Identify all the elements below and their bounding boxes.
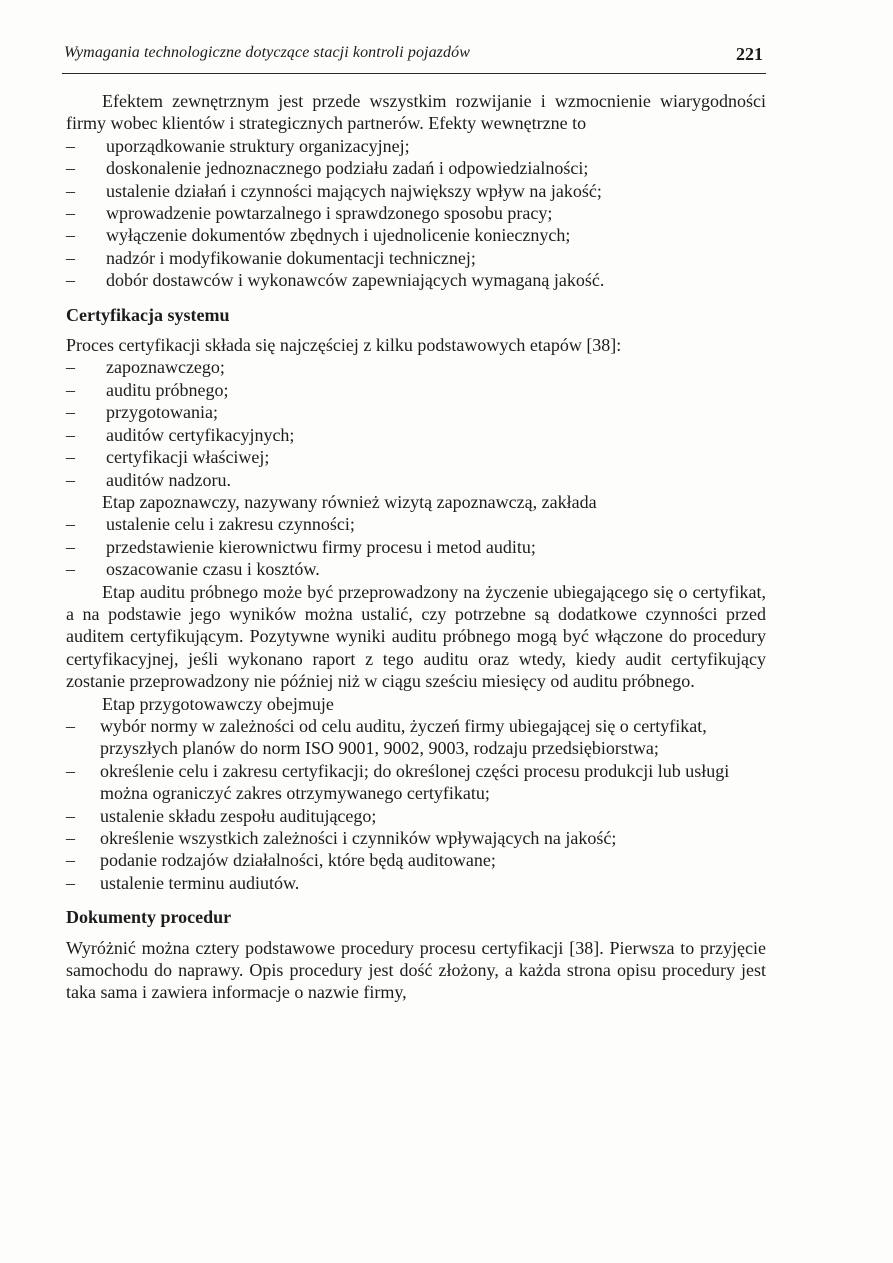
procedures-paragraph: Wyróżnić można cztery podstawowe procedury procesu certyfikacji [38]. Pierwsza to przyjęcie samochodu do naprawy. Opis procedury jest dość złożony, a każda strona opisu procedury jest taka sama i zawiera informacje o nazwie firmy, <box>66 937 766 1003</box>
list-item: – podanie rodzajów działalności, które będą auditowane; <box>66 849 766 871</box>
stage2-paragraph: Etap auditu próbnego może być przeprowadzony na życzenie ubiegającego się o certyfikat, a na podstawie jego wyników można ustalić, czy potrzebne są dodatkowe czynności przed auditem certyfikującym. Pozytywne wyniki auditu próbnego mogą być włączone do procedury certyfikacyjnej, jeśli wykonano raport z tego auditu oraz wtedy, kiedy audit certyfikujący zostanie przeprowadzony nie później niż w ciągu sześciu miesięcy od auditu próbnego. <box>66 581 766 692</box>
list-item: – określenie celu i zakresu certyfikacji; do określonej części procesu produkcji lub usługi można ograniczyć zakres otrzymywanego certyfikatu; <box>66 760 766 805</box>
page-number: 221 <box>736 44 763 64</box>
list-item: – przedstawienie kierownictwu firmy procesu i metod auditu; <box>66 536 766 558</box>
section-heading-certification: Certyfikacja systemu <box>66 304 230 325</box>
list-item: – dobór dostawców i wykonawców zapewniających wymaganą jakość. <box>66 269 766 291</box>
page-body <box>66 90 766 1004</box>
list-item: – zapoznawczego; <box>66 356 766 378</box>
list-item: – ustalenie składu zespołu auditującego; <box>66 805 766 827</box>
stage1-intro: Etap zapoznawczy, nazywany również wizytą zapoznawczą, zakłada <box>102 491 597 512</box>
stage3-list <box>66 715 766 894</box>
header-rule <box>62 73 766 74</box>
running-header-title: Wymagania technologiczne dotyczące stacji kontroli pojazdów <box>64 44 470 61</box>
certification-intro-paragraph: Proces certyfikacji składa się najczęściej z kilku podstawowych etapów [38]: <box>66 335 622 356</box>
list-item: – nadzór i modyfikowanie dokumentacji technicznej; <box>66 247 766 269</box>
stage1-list <box>66 513 766 580</box>
list-item: – ustalenie działań i czynności mających największy wpływ na jakość; <box>66 180 766 202</box>
list-item: – auditów certyfikacyjnych; <box>66 424 766 446</box>
list-item: – przygotowania; <box>66 401 766 423</box>
list-item: – wybór normy w zależności od celu auditu, życzeń firmy ubiegającej się o certyfikat, przyszłych planów do norm ISO 9001, 9002, 9003, rodzaju przedsiębiorstwa; <box>66 715 766 760</box>
list-item: – oszacowanie czasu i kosztów. <box>66 558 766 580</box>
internal-effects-list <box>66 135 766 292</box>
list-item: – auditu próbnego; <box>66 379 766 401</box>
intro-paragraph: Efektem zewnętrznym jest przede wszystkim rozwijanie i wzmocnienie wiarygodności firmy wobec klientów i strategicznych partnerów. Efekty wewnętrzne to <box>66 91 766 134</box>
certification-stages-list <box>66 356 766 490</box>
list-item: – ustalenie terminu audiutów. <box>66 872 766 894</box>
list-item: – certyfikacji właściwej; <box>66 446 766 468</box>
list-item: – określenie wszystkich zależności i czynników wpływających na jakość; <box>66 827 766 849</box>
list-item: – wprowadzenie powtarzalnego i sprawdzonego sposobu pracy; <box>66 202 766 224</box>
section-heading-procedures: Dokumenty procedur <box>66 907 232 928</box>
list-item: – doskonalenie jednoznacznego podziału zadań i odpowiedzialności; <box>66 157 766 179</box>
list-item: – auditów nadzoru. <box>66 469 766 491</box>
list-item: – wyłączenie dokumentów zbędnych i ujednolicenie koniecznych; <box>66 224 766 246</box>
stage3-intro: Etap przygotowawczy obejmuje <box>102 693 334 714</box>
list-item: – uporządkowanie struktury organizacyjnej; <box>66 135 766 157</box>
list-item: – ustalenie celu i zakresu czynności; <box>66 513 766 535</box>
